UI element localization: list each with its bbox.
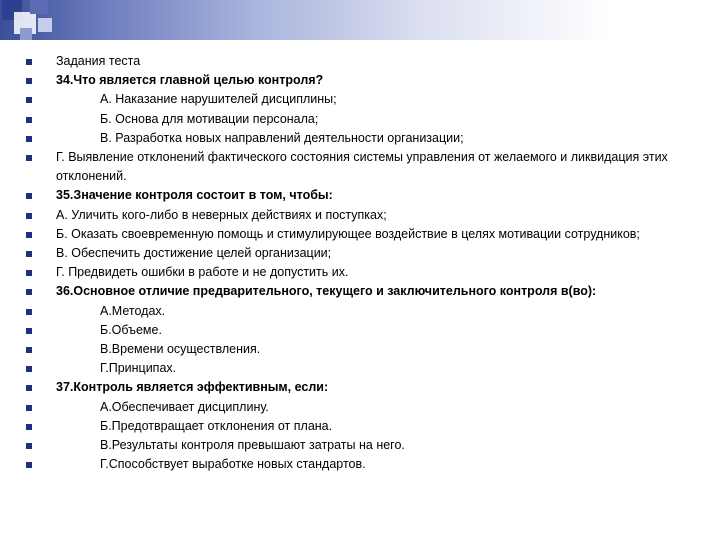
header-banner <box>0 0 720 40</box>
list-item <box>26 71 706 90</box>
list-item <box>26 225 706 244</box>
list-item <box>26 186 706 205</box>
decorative-square <box>38 18 52 32</box>
list-item-text: А. Уличить кого-либо в неверных действиях и поступках; <box>56 207 387 222</box>
list-item-text: В. Обеспечить достижение целей организации; <box>56 246 332 261</box>
list-item-text: 34.Что является главной целью контроля? <box>56 73 324 88</box>
list-item-text: А.Методах. <box>100 303 166 318</box>
list-item <box>26 129 706 148</box>
list-item-text: А.Обеспечивает дисциплину. <box>100 399 269 414</box>
list-item <box>26 206 706 225</box>
list-item <box>26 417 706 436</box>
list-item <box>26 148 706 186</box>
list-item <box>26 436 706 455</box>
list-item-title <box>26 52 706 71</box>
bullet-icon <box>26 78 32 84</box>
list-item-text: В. Разработка новых направлений деятельности организации; <box>100 130 464 145</box>
list-item <box>26 244 706 263</box>
bullet-icon <box>26 59 32 65</box>
list-item <box>26 282 706 301</box>
decorative-square <box>30 0 48 14</box>
bullet-icon <box>26 405 32 411</box>
list-item-text: 37.Контроль является эффективным, если: <box>56 380 329 395</box>
list-item <box>26 359 706 378</box>
list-item <box>26 340 706 359</box>
list-item <box>26 321 706 340</box>
list-item <box>26 90 706 109</box>
list-item-text: В.Результаты контроля превышают затраты на него. <box>100 438 405 453</box>
bullet-icon <box>26 97 32 103</box>
list-item-text: 36.Основное отличие предварительного, текущего и заключительного контроля в(во): <box>56 284 597 299</box>
bullet-icon <box>26 328 32 334</box>
bullet-icon <box>26 117 32 123</box>
list-item-text: В.Времени осуществления. <box>100 342 261 357</box>
list-item <box>26 398 706 417</box>
list-item <box>26 302 706 321</box>
bullet-icon <box>26 347 32 353</box>
list-item-text: Г. Выявление отклонений фактического состояния системы управления от желаемого и ликвидация этих отклонений. <box>56 150 668 184</box>
list-item <box>26 378 706 397</box>
bullet-icon <box>26 270 32 276</box>
question-list <box>26 71 706 474</box>
bullet-icon <box>26 424 32 430</box>
decorative-square <box>20 28 32 40</box>
bullet-icon <box>26 443 32 449</box>
list-item-text: Г.Принципах. <box>100 361 177 376</box>
bullet-icon <box>26 309 32 315</box>
list-item-text: Г. Предвидеть ошибки в работе и не допустить их. <box>56 265 349 280</box>
bullet-icon <box>26 155 32 161</box>
bullet-icon <box>26 289 32 295</box>
bullet-icon <box>26 385 32 391</box>
list-item-text: 35.Значение контроля состоит в том, чтобы: <box>56 188 333 203</box>
bullet-icon <box>26 462 32 468</box>
list-item <box>26 455 706 474</box>
slide-content <box>26 52 706 474</box>
list-item-text: А. Наказание нарушителей дисциплины; <box>100 92 337 107</box>
slide-title: Задания теста <box>56 54 141 68</box>
list-item-text: Г.Способствует выработке новых стандартов. <box>100 457 366 472</box>
bullet-icon <box>26 366 32 372</box>
bullet-icon <box>26 136 32 142</box>
bullet-icon <box>26 232 32 238</box>
list-item-text: Б. Оказать своевременную помощь и стимулирующее воздействие в целях мотивации сотрудников; <box>56 226 640 241</box>
list-item-text: Б.Объеме. <box>100 322 162 337</box>
bullet-icon <box>26 251 32 257</box>
bullet-icon <box>26 213 32 219</box>
list-item-text: Б.Предотвращает отклонения от плана. <box>100 418 333 433</box>
list-item <box>26 263 706 282</box>
list-item <box>26 110 706 129</box>
bullet-icon <box>26 193 32 199</box>
list-item-text: Б. Основа для мотивации персонала; <box>100 111 319 126</box>
